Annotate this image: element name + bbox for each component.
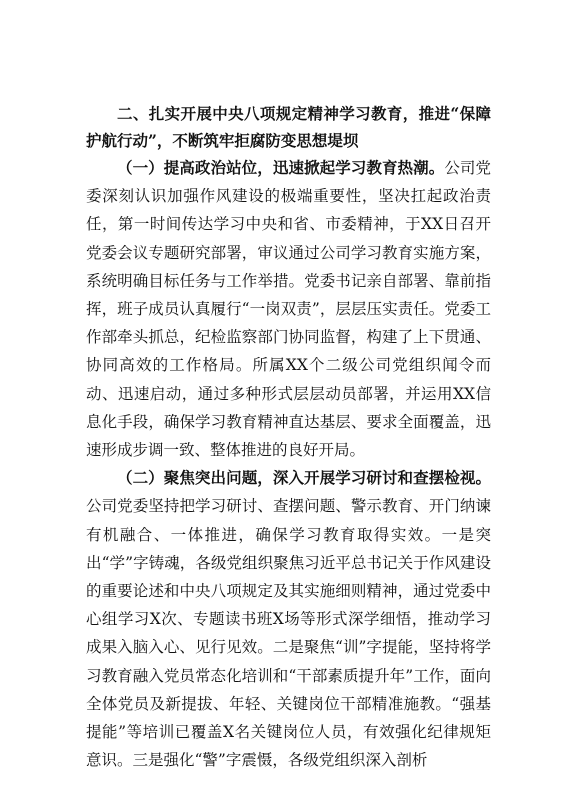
paragraph-1-subheading: （一）提高政治站位，迅速掀起学习教育热潮。 [117,158,445,177]
document-body [86,100,491,774]
section-heading: 二、扎实开展中央八项规定精神学习教育，推进“保障护航行动”，不断筑牢拒腐防变思想堤坝 [86,104,491,150]
paragraph-2 [86,464,491,774]
paragraph-2-body: 公司党委坚持把学习研讨、查摆问题、警示教育、开门纳谏有机融合、一体推进，确保学习教育取得实效。一是突出“学”字铸魂，各级党组织聚焦习近平总书记关于作风建设的重要论述和中央八项规定及其实施细则精神，通过党委中心组学习X次、专题读书班X场等形式深学细悟，推动学习成果入脑入心、见行见效。二是聚焦“训”字提能，坚持将学习教育融入党员常态化培训和“干部素质提升年”工作，面向全体党员及新提拔、年轻、关键岗位干部精准施教。“强基提能”等培训已覆盖X名关键岗位人员，有效强化纪律规矩意识。三是强化“警”字震慑，各级党组织深入剖析 [86,497,491,770]
paragraph-1 [86,154,491,464]
paragraph-1-body: 公司党委深刻认识加强作风建设的极端重要性，坚决扛起政治责任，第一时间传达学习中央和省、市委精神，于XX日召开党委会议专题研究部署，审议通过公司学习教育实施方案，系统明确目标任务与工作举措。党委书记亲自部署、靠前指挥，班子成员认真履行“一岗双责”，层层压实责任。党委工作部牵头抓总，纪检监察部门协同监督，构建了上下贯通、协同高效的工作格局。所属XX个二级公司党组织闻令而动、迅速启动，通过多种形式层层动员部署，并运用XX信息化手段，确保学习教育精神直达基层、要求全面覆盖，迅速形成步调一致、整体推进的良好开局。 [86,159,491,460]
paragraph-2-subheading: （二）聚焦突出问题，深入开展学习研讨和查摆检视。 [117,468,491,488]
